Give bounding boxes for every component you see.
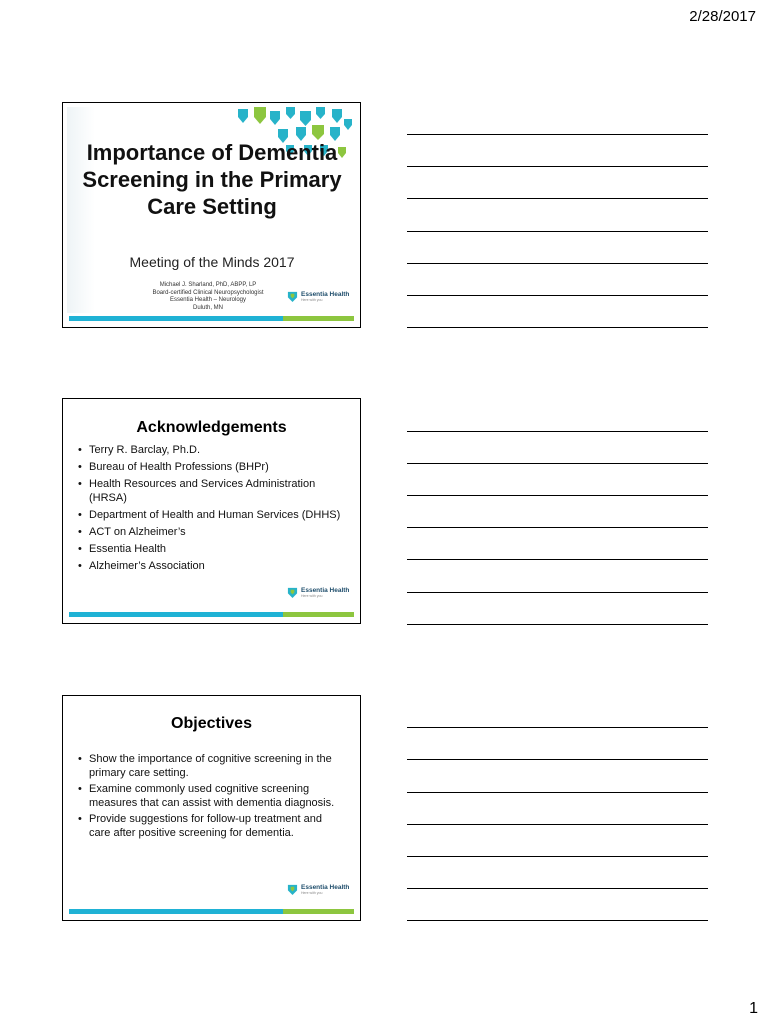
slide-1-thumbnail <box>62 102 361 328</box>
slide-heading: Objectives <box>171 715 252 732</box>
logo-name: Essentia Health <box>301 291 350 298</box>
essentia-logo <box>287 587 349 598</box>
note-line <box>407 624 708 625</box>
heart-logo-icon <box>287 291 298 302</box>
list-item: • Health Resources and Services Administration (HRSA) <box>76 477 351 505</box>
note-line <box>407 431 708 432</box>
author-block <box>133 282 283 312</box>
bullet-list <box>76 443 351 576</box>
list-item: • Show the importance of cognitive screening in the primary care setting. <box>76 752 346 780</box>
logo-tagline: Here with you <box>301 594 323 598</box>
note-line <box>407 888 708 889</box>
page-number: 1 <box>749 1000 758 1017</box>
slide-footer-bar <box>69 316 354 321</box>
note-line <box>407 824 708 825</box>
slide-title: Importance of Dementia Screening in the Primary Care Setting <box>82 140 342 219</box>
list-item: • Provide suggestions for follow-up treatment and care after positive screening for dementia. <box>76 812 346 840</box>
note-line <box>407 166 708 167</box>
heart-logo-icon <box>287 884 298 895</box>
note-line <box>407 263 708 264</box>
note-line <box>407 559 708 560</box>
note-line <box>407 759 708 760</box>
note-line <box>407 463 708 464</box>
note-line <box>407 920 708 921</box>
list-item: • Examine commonly used cognitive screening measures that can assist with dementia diagnosis. <box>76 782 346 810</box>
list-item: • Terry R. Barclay, Ph.D. <box>76 443 351 457</box>
author-line: Duluth, MN <box>192 304 223 311</box>
note-line <box>407 231 708 232</box>
logo-tagline: Here with you <box>301 891 323 895</box>
author-line: Board-certified Clinical Neuropsychologist <box>152 289 264 296</box>
note-line <box>407 727 708 728</box>
list-item: • Essentia Health <box>76 542 351 556</box>
list-item: • Alzheimer’s Association <box>76 559 351 573</box>
note-line <box>407 295 708 296</box>
bullet-list <box>76 752 346 842</box>
essentia-logo <box>287 884 349 895</box>
essentia-logo <box>287 291 349 302</box>
note-line <box>407 792 708 793</box>
note-line <box>407 198 708 199</box>
slide-subtitle: Meeting of the Minds 2017 <box>129 254 295 270</box>
note-line <box>407 527 708 528</box>
note-line <box>407 495 708 496</box>
author-line: Essentia Health – Neurology <box>169 297 247 303</box>
logo-name: Essentia Health <box>301 587 350 594</box>
slide-heading: Acknowledgements <box>136 419 287 436</box>
slide-2-thumbnail <box>62 398 361 624</box>
slide-3-thumbnail <box>62 695 361 921</box>
logo-tagline: Here with you <box>301 298 323 302</box>
logo-name: Essentia Health <box>301 884 350 891</box>
note-line <box>407 592 708 593</box>
slide-footer-bar <box>69 909 354 914</box>
list-item: • ACT on Alzheimer’s <box>76 525 351 539</box>
note-line <box>407 134 708 135</box>
page-date: 2/28/2017 <box>689 8 756 25</box>
slide-footer-bar <box>69 612 354 617</box>
list-item: • Bureau of Health Professions (BHPr) <box>76 460 351 474</box>
note-line <box>407 856 708 857</box>
heart-logo-icon <box>287 587 298 598</box>
list-item: • Department of Health and Human Services (DHHS) <box>76 508 351 522</box>
note-line <box>407 327 708 328</box>
author-line: Michael J. Sharland, PhD, ABPP, LP <box>159 282 257 288</box>
